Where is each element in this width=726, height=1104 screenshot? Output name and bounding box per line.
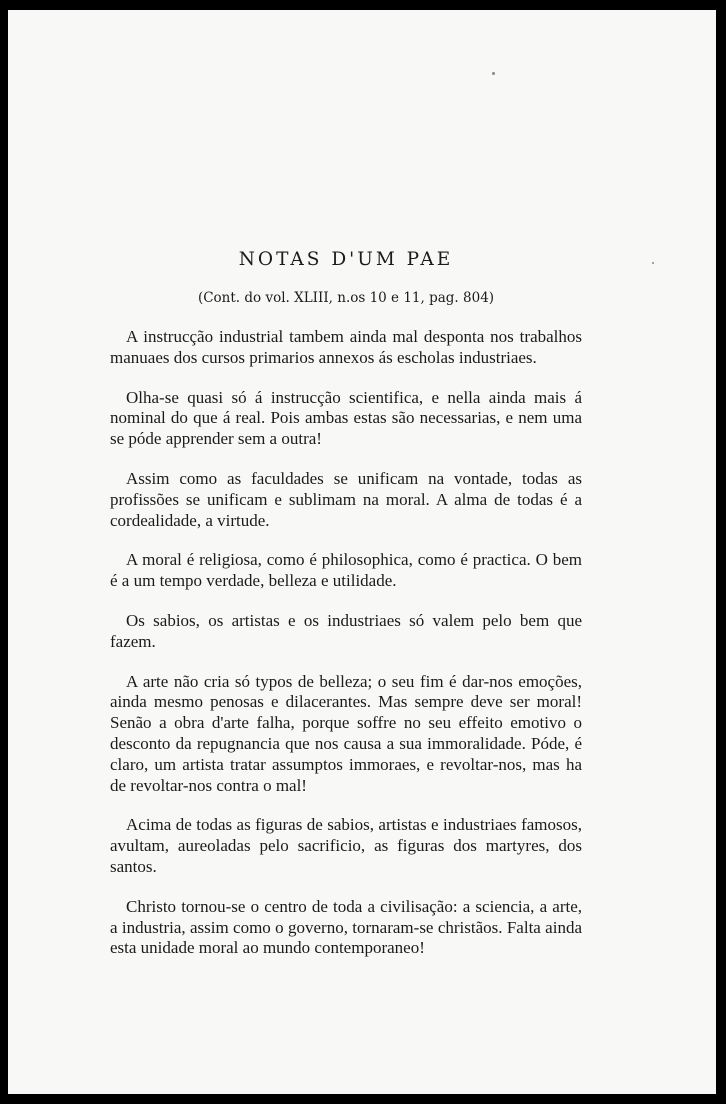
paragraph: A instrucção industrial tambem ainda mal desponta nos trabalhos manuaes dos cursos primarios annexos ás escholas industriaes. xyxy=(110,327,582,367)
page-speck xyxy=(652,262,654,264)
paragraph: Os sabios, os artistas e os industriaes só valem pelo bem que fazem. xyxy=(110,610,582,651)
paragraph: Acima de todas as figuras de sabios, artistas e industriaes famosos, avultam, aureoladas pelo sacrificio, as figuras dos martyres, dos santos. xyxy=(110,815,582,876)
paragraph: Assim como as faculdades se unificam na vontade, todas as profissões se unificam e sublimam na moral. A alma de todas é a cordealidade, a virtude. xyxy=(110,468,582,530)
article-title: NOTAS D'UM PAE xyxy=(238,249,454,270)
page-speck xyxy=(492,72,495,75)
article-subtitle: (Cont. do vol. XLIII, n.os 10 e 11, pag. 804) xyxy=(197,290,495,306)
paragraph: Christo tornou-se o centro de toda a civilisação: a sciencia, a arte, a industria, assim como o governo, tornaram-se christãos. Falta ainda esta unidade moral ao mundo contemporaneo! xyxy=(110,896,582,958)
document-page xyxy=(8,10,716,1094)
article-body xyxy=(110,248,582,978)
paragraph: A arte não cria só typos de belleza; o seu fim é dar-nos emoções, ainda mesmo penosas e dilacerantes. Mas sempre deve ser moral! Senão a obra d'arte falha, porque soffre no seu effeito emotivo o desconto da repugnancia que nos causa a sua immoralidade. Póde, é claro, um artista tratar assumptos immoraes, e revoltar-nos, mas ha de revoltar-nos contra o mal! xyxy=(110,671,582,795)
paragraph: A moral é religiosa, como é philosophica, como é practica. O bem é a um tempo verdade, belleza e utilidade. xyxy=(110,550,582,591)
paragraph: Olha-se quasi só á instrucção scientifica, e nella ainda mais á nominal do que á real. Pois ambas estas são necessarias, e nem uma se póde apprender sem a outra! xyxy=(110,387,582,449)
